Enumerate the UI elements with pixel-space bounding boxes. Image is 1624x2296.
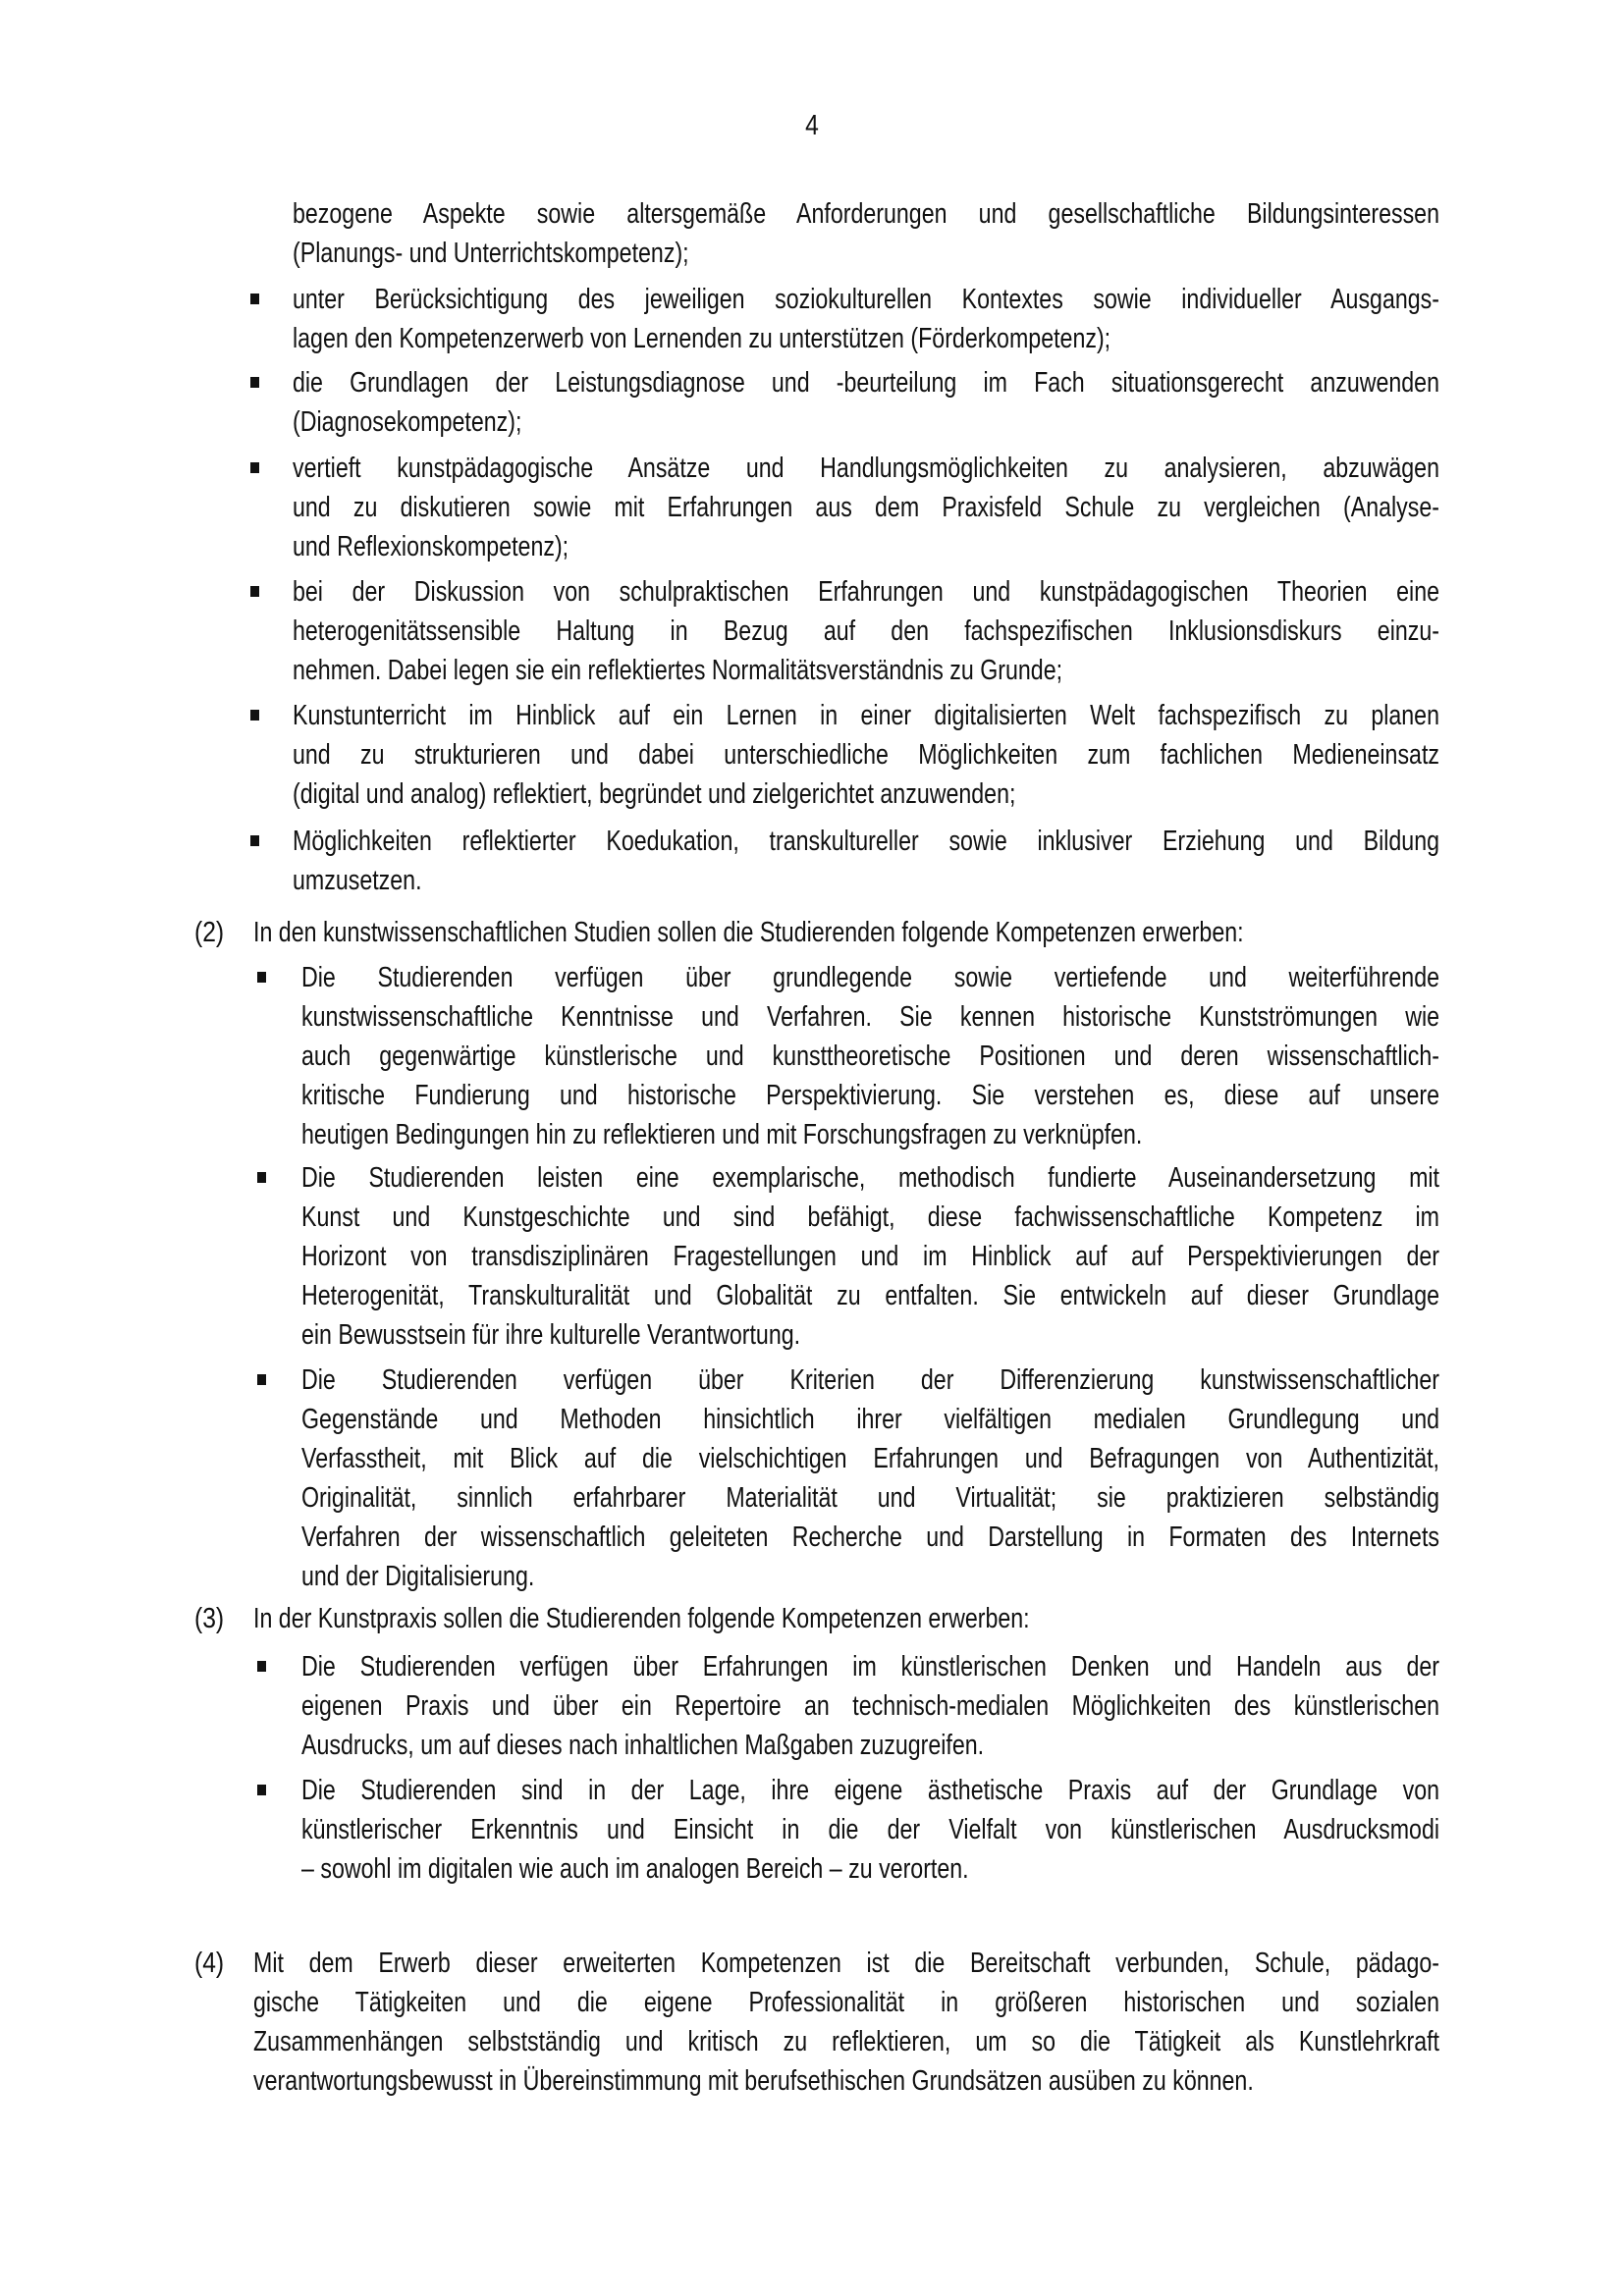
text-line: Verfahren der wissenschaftlich geleiteten Recherche und Darstellung in Formaten des Internets bbox=[301, 1522, 1439, 1553]
text-line: Verfasstheit, mit Blick auf die vielschichtigen Erfahrungen und Befragungen von Authentizität, bbox=[301, 1443, 1439, 1474]
text-line: Die Studierenden verfügen über grundlegende sowie vertiefende und weiterführende bbox=[301, 962, 1439, 993]
text-line: verantwortungsbewusst in Übereinstimmung mit berufsethischen Grundsätzen ausüben zu können. bbox=[253, 2065, 1254, 2097]
text-line: kunstwissenschaftliche Kenntnisse und Verfahren. Sie kennen historische Kunstströmungen wie bbox=[301, 1001, 1439, 1033]
bullet-square-icon bbox=[250, 294, 259, 304]
text-line: Kunstunterricht im Hinblick auf ein Lernen in einer digitalisierten Welt fachspezifisch zu planen bbox=[293, 700, 1439, 731]
text-line: die Grundlagen der Leistungsdiagnose und -beurteilung im Fach situationsgerecht anzuwenden bbox=[293, 367, 1439, 399]
bullet-square-icon bbox=[257, 1374, 266, 1385]
page-number: 4 bbox=[805, 110, 819, 141]
text-line: und zu diskutieren sowie mit Erfahrungen aus dem Praxisfeld Schule zu vergleichen (Analyse- bbox=[293, 492, 1439, 523]
text-line: unter Berücksichtigung des jeweiligen soziokulturellen Kontextes sowie individueller Ausgangs- bbox=[293, 284, 1439, 315]
text-line: nehmen. Dabei legen sie ein reflektiertes Normalitätsverständnis zu Grunde; bbox=[293, 655, 1063, 686]
text-line: Heterogenität, Transkulturalität und Globalität zu entfalten. Sie entwickeln auf dieser Grundlage bbox=[301, 1280, 1439, 1311]
bullet-square-icon bbox=[250, 710, 259, 721]
text-line: Die Studierenden sind in der Lage, ihre eigene ästhetische Praxis auf der Grundlage von bbox=[301, 1775, 1439, 1806]
text-line: Die Studierenden verfügen über Kriterien der Differenzierung kunstwissenschaftlicher bbox=[301, 1364, 1439, 1396]
text-line: bei der Diskussion von schulpraktischen Erfahrungen und kunstpädagogischen Theorien eine bbox=[293, 576, 1439, 608]
bullet-square-icon bbox=[257, 1785, 266, 1795]
text-line: heutigen Bedingungen hin zu reflektieren und mit Forschungsfragen zu verknüpfen. bbox=[301, 1119, 1143, 1150]
text-line: (digital und analog) reflektiert, begründet und zielgerichtet anzuwenden; bbox=[293, 778, 1016, 810]
text-line: und zu strukturieren und dabei unterschiedliche Möglichkeiten zum fachlichen Medieneinsatz bbox=[293, 739, 1439, 771]
text-line: und der Digitalisierung. bbox=[301, 1561, 535, 1592]
text-line: Die Studierenden verfügen über Erfahrungen im künstlerischen Denken und Handeln aus der bbox=[301, 1651, 1439, 1682]
text-line: Kunst und Kunstgeschichte und sind befähigt, diese fachwissenschaftliche Kompetenz im bbox=[301, 1201, 1439, 1233]
text-line: vertieft kunstpädagogische Ansätze und Handlungsmöglichkeiten zu analysieren, abzuwägen bbox=[293, 453, 1439, 484]
text-line: – sowohl im digitalen wie auch im analogen Bereich – zu verorten. bbox=[301, 1853, 969, 1885]
text-line: lagen den Kompetenzerwerb von Lernenden zu unterstützen (Förderkompetenz); bbox=[293, 323, 1111, 354]
text-line: Mit dem Erwerb dieser erweiterten Kompetenzen ist die Bereitschaft verbunden, Schule, pädago- bbox=[253, 1948, 1439, 1979]
text-line: und Reflexionskompetenz); bbox=[293, 531, 569, 562]
text-line: Horizont von transdisziplinären Fragestellungen und im Hinblick auf auf Perspektivierungen der bbox=[301, 1241, 1439, 1272]
text-line: (Diagnosekompetenz); bbox=[293, 406, 522, 438]
text-line: bezogene Aspekte sowie altersgemäße Anforderungen und gesellschaftliche Bildungsinteressen bbox=[293, 198, 1439, 230]
paragraph-number: (3) bbox=[194, 1603, 225, 1634]
bullet-square-icon bbox=[257, 1661, 266, 1672]
text-line: kritische Fundierung und historische Perspektivierung. Sie verstehen es, diese auf unsere bbox=[301, 1080, 1439, 1111]
text-line: Ausdrucks, um auf dieses nach inhaltlichen Maßgaben zuzugreifen. bbox=[301, 1730, 985, 1761]
text-line: heterogenitätssensible Haltung in Bezug auf den fachspezifischen Inklusionsdiskurs einzu- bbox=[293, 615, 1439, 647]
text-line: ein Bewusstsein für ihre kulturelle Verantwortung. bbox=[301, 1319, 801, 1351]
text-line: In der Kunstpraxis sollen die Studierenden folgende Kompetenzen erwerben: bbox=[253, 1603, 1030, 1634]
text-line: umzusetzen. bbox=[293, 865, 422, 896]
text-line: (Planungs- und Unterrichtskompetenz); bbox=[293, 238, 689, 269]
paragraph-number: (4) bbox=[194, 1948, 225, 1979]
text-line: In den kunstwissenschaftlichen Studien sollen die Studierenden folgende Kompetenzen erwerben: bbox=[253, 917, 1244, 948]
paragraph-number: (2) bbox=[194, 917, 225, 948]
bullet-square-icon bbox=[250, 377, 259, 388]
text-line: Möglichkeiten reflektierter Koedukation, transkultureller sowie inklusiver Erziehung und Bildung bbox=[293, 826, 1439, 857]
text-line: Zusammenhängen selbstständig und kritisch zu reflektieren, um so die Tätigkeit als Kunstlehrkraft bbox=[253, 2026, 1439, 2057]
bullet-square-icon bbox=[250, 586, 259, 597]
text-line: gische Tätigkeiten und die eigene Professionalität in größeren historischen und sozialen bbox=[253, 1987, 1439, 2018]
bullet-square-icon bbox=[250, 462, 259, 473]
text-line: eigenen Praxis und über ein Repertoire an technisch-medialen Möglichkeiten des künstlerischen bbox=[301, 1690, 1439, 1722]
text-line: künstlerischer Erkenntnis und Einsicht in die der Vielfalt von künstlerischen Ausdrucksmodi bbox=[301, 1814, 1439, 1845]
text-line: Originalität, sinnlich erfahrbarer Materialität und Virtualität; sie praktizieren selbständig bbox=[301, 1482, 1439, 1514]
bullet-square-icon bbox=[257, 972, 266, 983]
text-line: auch gegenwärtige künstlerische und kunsttheoretische Positionen und deren wissenschaftlich- bbox=[301, 1041, 1439, 1072]
text-line: Gegenstände und Methoden hinsichtlich ihrer vielfältigen medialen Grundlegung und bbox=[301, 1404, 1439, 1435]
bullet-square-icon bbox=[250, 835, 259, 846]
text-line: Die Studierenden leisten eine exemplarische, methodisch fundierte Auseinandersetzung mit bbox=[301, 1162, 1439, 1194]
bullet-square-icon bbox=[257, 1172, 266, 1183]
